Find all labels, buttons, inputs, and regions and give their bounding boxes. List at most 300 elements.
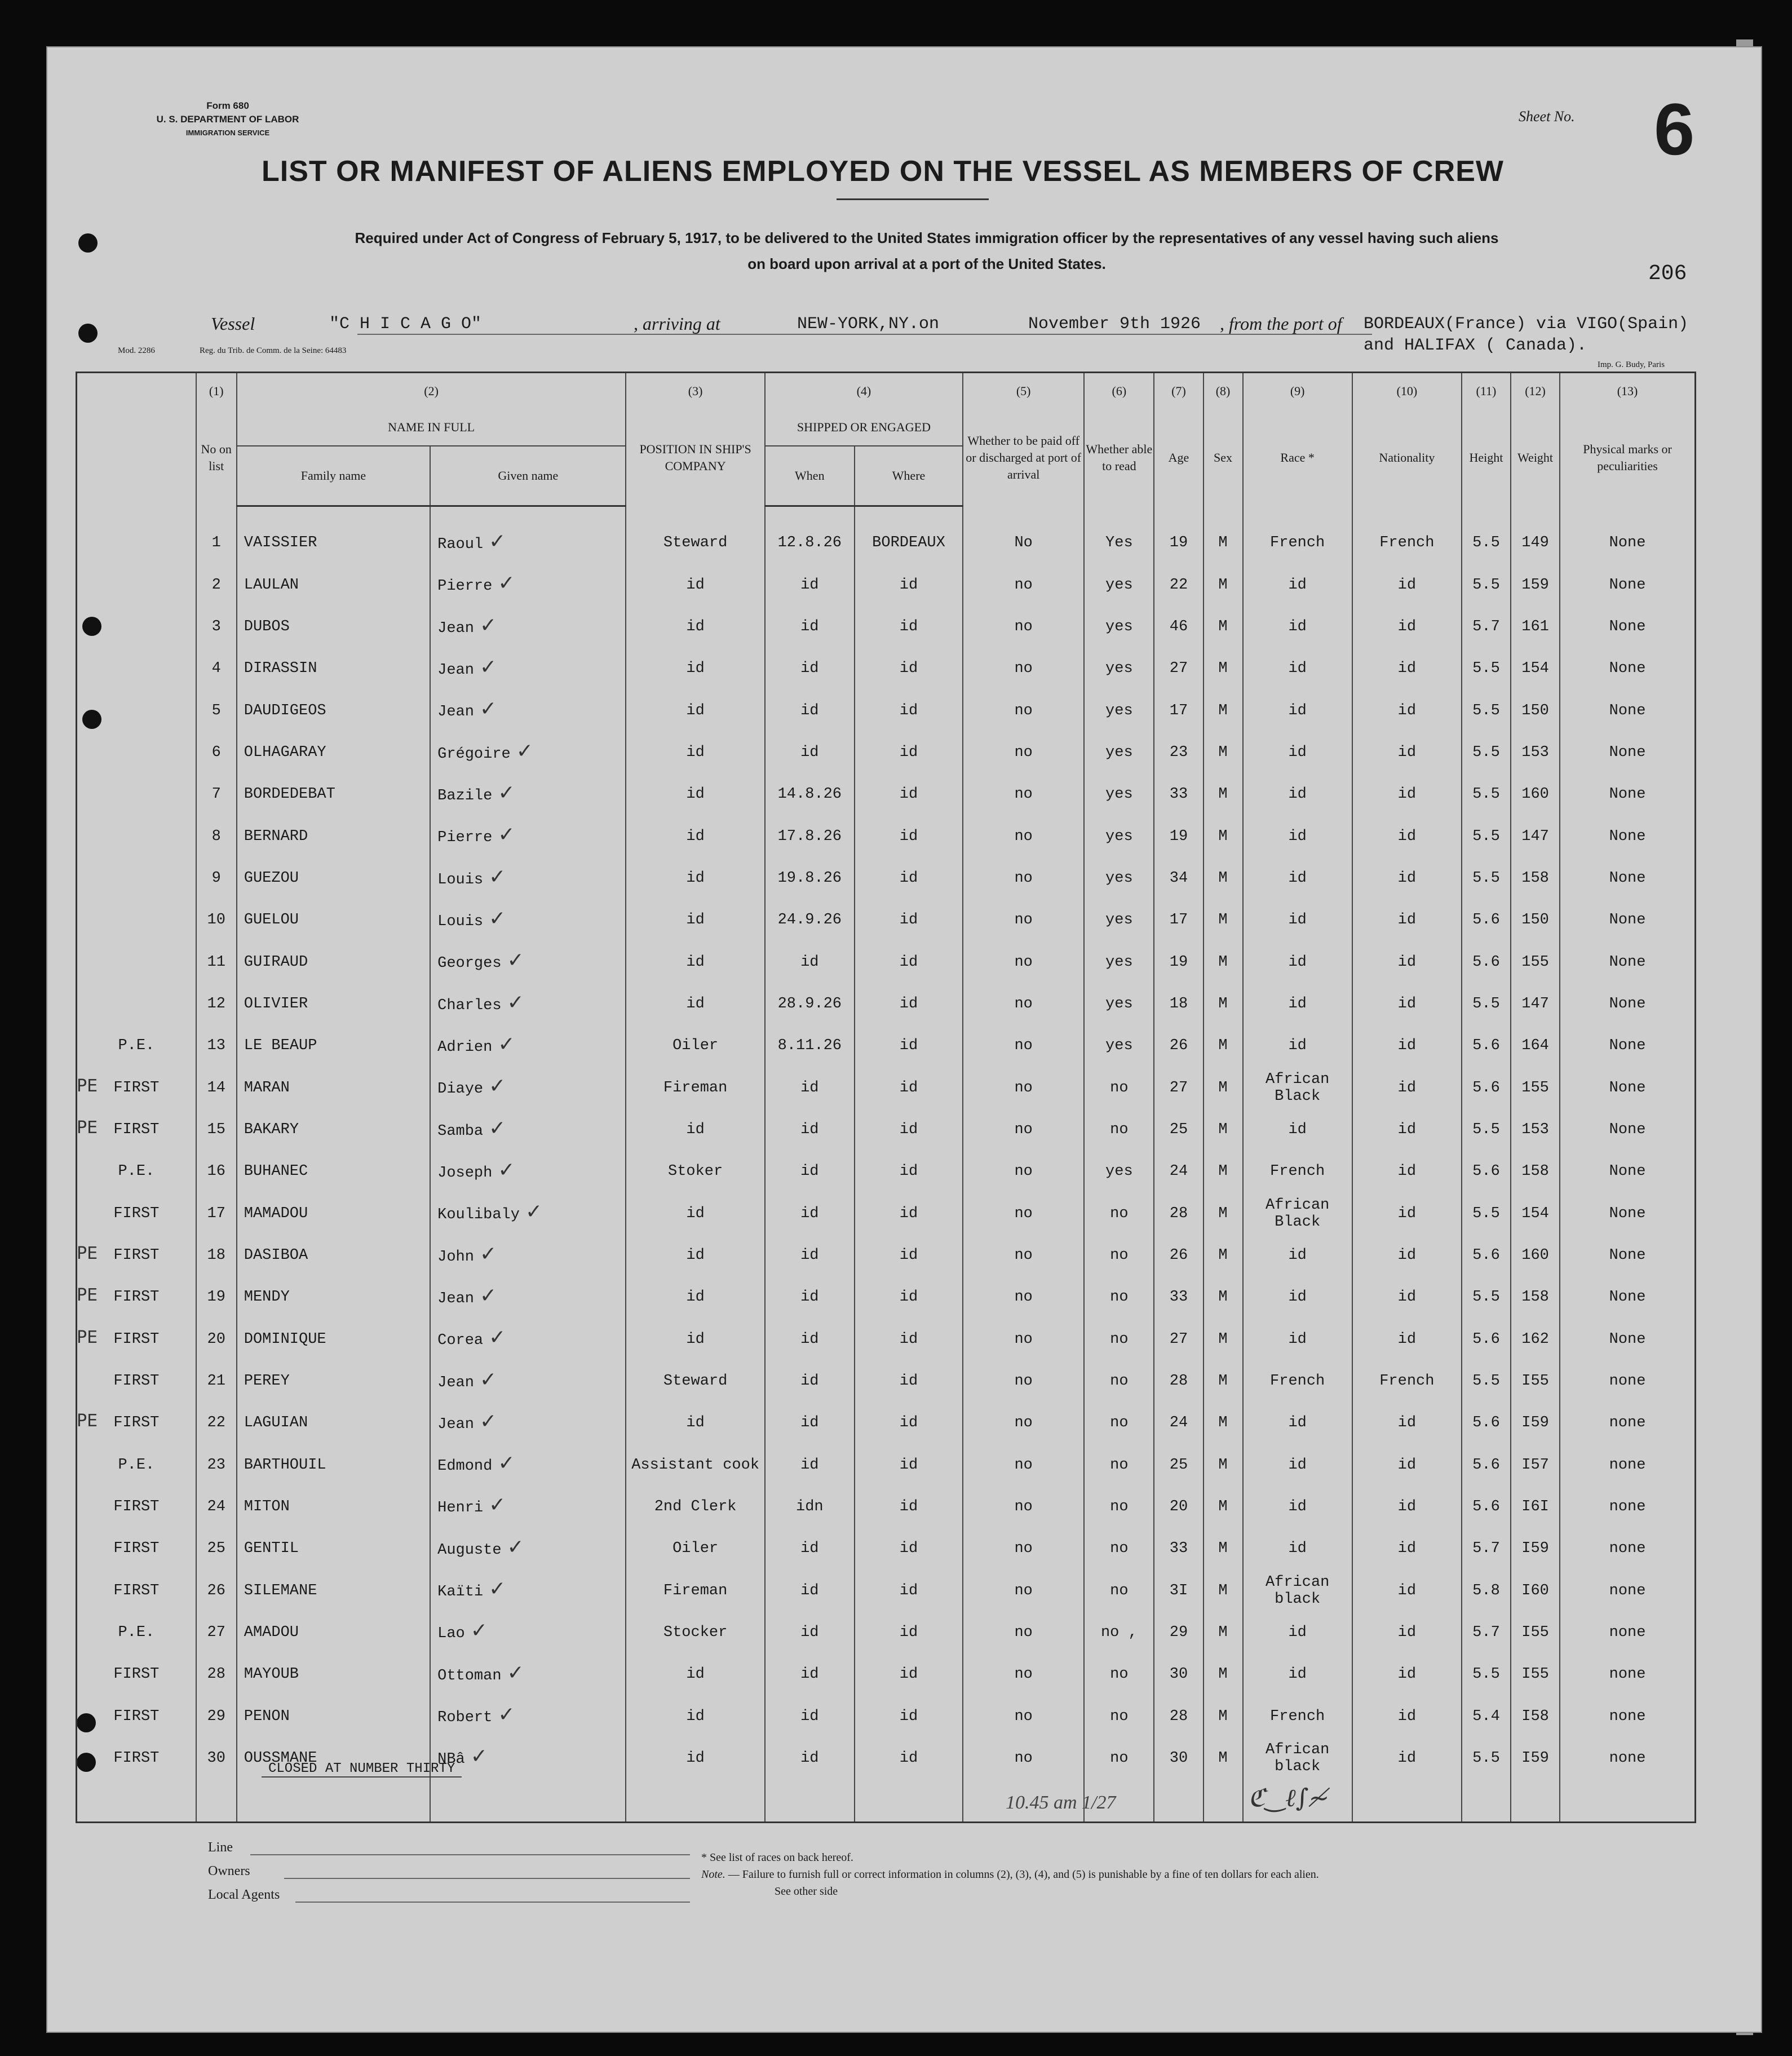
- row-age-text: 27: [1169, 660, 1188, 678]
- row-age: [1154, 1612, 1203, 1653]
- row-read-text: no: [1110, 1414, 1129, 1432]
- row-age: [1154, 1402, 1203, 1444]
- row-paid-off: [963, 983, 1084, 1025]
- row-when: [765, 1737, 855, 1779]
- row-height-text: 5.6: [1472, 953, 1500, 971]
- row-margin-note: [77, 773, 196, 815]
- row-position: [626, 1109, 764, 1151]
- row-read: [1084, 899, 1154, 941]
- closing-note: CLOSED AT NUMBER THIRTY: [262, 1761, 462, 1778]
- row-position: [626, 1067, 764, 1109]
- row-nationality: [1352, 1486, 1462, 1528]
- row-height: [1462, 899, 1511, 941]
- row-height-text: 5.6: [1472, 1414, 1500, 1432]
- races-note: * See list of races on back hereof.: [701, 1851, 853, 1864]
- row-height: [1462, 941, 1511, 983]
- row-paid-off-text: no: [1014, 1708, 1033, 1725]
- row-number: [196, 983, 237, 1025]
- col-num-12: (12): [1511, 373, 1560, 410]
- row-when: [765, 941, 855, 983]
- row-marks-text: None: [1609, 618, 1646, 636]
- row-given-name: [430, 1109, 626, 1151]
- row-race-text: French: [1270, 1373, 1325, 1390]
- row-given-name: [430, 773, 626, 815]
- row-paid-off-text: no: [1014, 1247, 1033, 1264]
- row-race: [1243, 690, 1352, 732]
- row-given-name: [430, 1235, 626, 1276]
- row-race-text: id: [1288, 576, 1307, 594]
- row-read: [1084, 1109, 1154, 1151]
- registry-number: Reg. du Trib. de Comm. de la Seine: 64483: [200, 346, 347, 355]
- row-nationality-text: id: [1397, 1330, 1417, 1348]
- row-height-text: 5.6: [1472, 1456, 1500, 1474]
- row-margin-note-text: FIRST: [113, 1582, 160, 1599]
- row-paid-off: [963, 1276, 1084, 1318]
- row-sex: [1203, 606, 1243, 648]
- row-margin-note-text: FIRST: [113, 1079, 160, 1096]
- row-number-text: 18: [207, 1247, 225, 1264]
- row-sex-text: M: [1218, 576, 1228, 594]
- row-position-text: id: [686, 828, 705, 845]
- row-family-name-text: OUSSMANE: [244, 1749, 317, 1767]
- row-given-name: [430, 522, 626, 564]
- row-weight: [1511, 648, 1560, 689]
- row-weight-text: 149: [1521, 534, 1549, 552]
- row-height: [1462, 732, 1511, 773]
- row-margin-note: [77, 1612, 196, 1653]
- row-weight-text: 158: [1521, 870, 1549, 887]
- row-family-name: [237, 1360, 430, 1402]
- row-weight: [1511, 1528, 1560, 1569]
- row-age: [1154, 690, 1203, 732]
- row-height: [1462, 1486, 1511, 1528]
- row-position: [626, 1444, 764, 1486]
- table-row: [77, 1402, 1696, 1444]
- row-weight-text: 155: [1521, 1079, 1549, 1096]
- row-position-text: Assistant cook: [631, 1456, 760, 1474]
- table-row: [77, 1360, 1696, 1402]
- col-family-name: Family name: [237, 446, 430, 506]
- row-family-name: [237, 606, 430, 648]
- row-paid-off-text: no: [1014, 1666, 1033, 1683]
- col-num-2: (2): [237, 373, 626, 410]
- checkmark-icon: ✓: [507, 1661, 524, 1684]
- row-marks: [1560, 732, 1695, 773]
- row-position: [626, 1486, 764, 1528]
- margin-pe-note: PE: [77, 1243, 98, 1263]
- row-age-text: 28: [1169, 1373, 1188, 1390]
- row-nationality: [1352, 522, 1462, 564]
- row-marks: [1560, 648, 1695, 689]
- row-nationality-text: id: [1397, 996, 1417, 1013]
- row-paid-off: [963, 857, 1084, 899]
- row-nationality: [1352, 1319, 1462, 1360]
- row-position-text: id: [686, 744, 705, 762]
- row-given-name: [430, 1067, 626, 1109]
- line-label: Line: [208, 1840, 233, 1855]
- row-height-text: 5.5: [1472, 996, 1500, 1013]
- row-margin-note-text: FIRST: [113, 1666, 160, 1683]
- row-position: [626, 564, 764, 606]
- row-race-text: id: [1288, 1666, 1307, 1683]
- row-paid-off-text: no: [1014, 870, 1033, 887]
- row-race-text: French: [1270, 534, 1325, 552]
- row-family-name-text: GENTIL: [244, 1540, 299, 1558]
- row-margin-note: [77, 732, 196, 773]
- row-margin-note-text: FIRST: [113, 1498, 160, 1515]
- owners-label: Owners: [208, 1864, 250, 1878]
- row-age-text: 18: [1169, 996, 1188, 1013]
- row-weight-text: 161: [1521, 618, 1549, 636]
- row-given-name: [430, 1653, 626, 1695]
- row-position-text: id: [686, 786, 705, 803]
- row-height: [1462, 1444, 1511, 1486]
- row-when-text: id: [800, 1330, 819, 1348]
- checkmark-icon: ✓: [498, 1032, 515, 1056]
- row-height: [1462, 1402, 1511, 1444]
- row-paid-off-text: no: [1014, 1373, 1033, 1390]
- row-age-text: 19: [1169, 534, 1188, 552]
- row-margin-note: [77, 1360, 196, 1402]
- table-row: [77, 1025, 1696, 1067]
- margin-pe-note: PE: [77, 1285, 98, 1306]
- row-marks-text: None: [1609, 1163, 1646, 1180]
- row-marks: [1560, 983, 1695, 1025]
- row-number: [196, 1025, 237, 1067]
- row-nationality-text: id: [1397, 1582, 1417, 1599]
- row-height-text: 5.5: [1472, 744, 1500, 762]
- row-race-text: id: [1288, 828, 1307, 845]
- row-nationality-text: id: [1397, 1414, 1417, 1432]
- row-marks-text: None: [1609, 1037, 1646, 1055]
- row-sex-text: M: [1218, 1121, 1228, 1139]
- row-position-text: Steward: [663, 534, 728, 552]
- row-age: [1154, 899, 1203, 941]
- row-paid-off: [963, 773, 1084, 815]
- row-read-text: no: [1110, 1079, 1129, 1096]
- row-when-text: id: [800, 953, 819, 971]
- row-paid-off: [963, 1402, 1084, 1444]
- row-weight: [1511, 816, 1560, 857]
- row-given-name-text: NBâ: [437, 1751, 465, 1768]
- row-height-text: 5.5: [1472, 1749, 1500, 1767]
- row-paid-off-text: no: [1014, 828, 1033, 845]
- row-read: [1084, 1025, 1154, 1067]
- printer-credit: Imp. G. Budy, Paris: [1598, 360, 1665, 369]
- row-race-text: id: [1288, 870, 1307, 887]
- row-read: [1084, 1653, 1154, 1695]
- row-weight: [1511, 857, 1560, 899]
- arrival-date: November 9th 1926: [1028, 315, 1201, 334]
- row-number: [196, 773, 237, 815]
- row-race: [1243, 816, 1352, 857]
- row-paid-off: [963, 732, 1084, 773]
- col-position: POSITION IN SHIP'S COMPANY: [626, 409, 764, 506]
- row-family-name-text: DUBOS: [244, 618, 290, 636]
- subtitle-line2: on board upon arrival at a port of the United States.: [747, 255, 1106, 272]
- row-nationality-text: id: [1397, 1247, 1417, 1264]
- row-when: [765, 1402, 855, 1444]
- row-race-text: id: [1288, 1456, 1307, 1474]
- col-num-9: (9): [1243, 373, 1352, 410]
- row-margin-note-text: FIRST: [113, 1414, 160, 1432]
- row-margin-note-text: FIRST: [113, 1540, 160, 1558]
- row-when-text: id: [800, 1247, 819, 1264]
- row-race: [1243, 522, 1352, 564]
- row-nationality: [1352, 564, 1462, 606]
- row-height-text: 5.6: [1472, 1247, 1500, 1264]
- row-where-text: id: [899, 1289, 918, 1306]
- row-number-text: 26: [207, 1582, 225, 1599]
- row-read: [1084, 1067, 1154, 1109]
- row-given-name: [430, 1569, 626, 1611]
- row-height-text: 5.5: [1472, 702, 1500, 719]
- service-name: IMMIGRATION SERVICE: [185, 129, 270, 137]
- local-agents-label: Local Agents: [208, 1887, 280, 1902]
- row-marks-text: None: [1609, 786, 1646, 803]
- row-sex: [1203, 1360, 1243, 1402]
- row-given-name-text: Robert: [437, 1709, 493, 1727]
- row-age-text: 26: [1169, 1037, 1188, 1055]
- row-where-text: id: [899, 744, 918, 762]
- row-sex-text: M: [1218, 1163, 1228, 1180]
- row-height-text: 5.5: [1472, 660, 1500, 678]
- row-sex: [1203, 690, 1243, 732]
- row-position: [626, 983, 764, 1025]
- row-sex-text: M: [1218, 953, 1228, 971]
- row-read: [1084, 1569, 1154, 1611]
- row-sex-text: M: [1218, 786, 1228, 803]
- row-read: [1084, 857, 1154, 899]
- row-weight-text: I55: [1521, 1624, 1549, 1641]
- row-paid-off: [963, 690, 1084, 732]
- row-read-text: no: [1110, 1330, 1129, 1348]
- row-paid-off-text: no: [1014, 1289, 1033, 1306]
- row-where: [855, 1025, 963, 1067]
- row-position-text: id: [686, 1205, 705, 1222]
- row-weight: [1511, 1193, 1560, 1235]
- row-sex-text: M: [1218, 1540, 1228, 1558]
- row-where-text: id: [899, 660, 918, 678]
- row-margin-note-text: FIRST: [113, 1289, 160, 1306]
- row-number-text: 25: [207, 1540, 225, 1558]
- row-paid-off: [963, 1025, 1084, 1067]
- row-where-text: id: [899, 1163, 918, 1180]
- row-weight: [1511, 522, 1560, 564]
- row-read-text: yes: [1105, 618, 1133, 636]
- row-when: [765, 1528, 855, 1569]
- row-position-text: id: [686, 1121, 705, 1139]
- margin-pe-note: PE: [77, 1076, 98, 1096]
- row-family-name-text: OLIVIER: [244, 996, 308, 1013]
- row-age-text: 3I: [1169, 1582, 1188, 1599]
- row-position: [626, 816, 764, 857]
- row-read: [1084, 1276, 1154, 1318]
- row-position-text: id: [686, 1749, 705, 1767]
- row-number: [196, 606, 237, 648]
- row-age: [1154, 522, 1203, 564]
- row-when-text: 28.9.26: [777, 996, 842, 1013]
- row-weight-text: 164: [1521, 1037, 1549, 1055]
- table-row: [77, 983, 1696, 1025]
- row-age-text: 24: [1169, 1414, 1188, 1432]
- row-number-text: 6: [211, 744, 221, 762]
- row-where: [855, 1276, 963, 1318]
- row-nationality-text: id: [1397, 1079, 1417, 1096]
- row-given-name-text: Corea: [437, 1332, 484, 1350]
- row-race-text: id: [1288, 618, 1307, 636]
- col-sex: Sex: [1203, 409, 1243, 506]
- row-number: [196, 1319, 237, 1360]
- checkmark-icon: ✓: [498, 781, 515, 804]
- row-given-name-text: Jean: [437, 620, 474, 637]
- row-sex-text: M: [1218, 534, 1228, 552]
- row-where: [855, 1109, 963, 1151]
- row-race-text: French: [1270, 1708, 1325, 1725]
- row-marks-text: None: [1609, 702, 1646, 719]
- row-height: [1462, 1653, 1511, 1695]
- row-height-text: 5.6: [1472, 1079, 1500, 1096]
- row-read-text: no: [1110, 1582, 1129, 1599]
- row-sex-text: M: [1218, 1749, 1228, 1767]
- row-nationality: [1352, 773, 1462, 815]
- row-height-text: 5.5: [1472, 1666, 1500, 1683]
- row-age: [1154, 1737, 1203, 1779]
- row-height: [1462, 1235, 1511, 1276]
- row-weight: [1511, 899, 1560, 941]
- row-number: [196, 732, 237, 773]
- margin-pe-note: PE: [77, 1411, 98, 1431]
- row-read-text: no: [1110, 1456, 1129, 1474]
- row-where: [855, 1151, 963, 1192]
- row-weight: [1511, 1444, 1560, 1486]
- row-paid-off-text: no: [1014, 996, 1033, 1013]
- row-paid-off-text: no: [1014, 1121, 1033, 1139]
- checkmark-icon: ✓: [498, 1158, 515, 1182]
- row-where: [855, 1193, 963, 1235]
- row-marks: [1560, 1653, 1695, 1695]
- row-race: [1243, 1109, 1352, 1151]
- row-nationality: [1352, 1276, 1462, 1318]
- row-position: [626, 1025, 764, 1067]
- col-num-1: (1): [196, 373, 237, 410]
- row-age: [1154, 1067, 1203, 1109]
- row-sex-text: M: [1218, 1414, 1228, 1432]
- crew-manifest-table: [76, 372, 1696, 1823]
- row-given-name: [430, 857, 626, 899]
- row-paid-off-text: no: [1014, 1624, 1033, 1641]
- row-age-text: 34: [1169, 870, 1188, 887]
- mod-number: Mod. 2286: [118, 346, 155, 355]
- row-when-text: id: [800, 1205, 819, 1222]
- row-weight: [1511, 606, 1560, 648]
- row-weight-text: 159: [1521, 576, 1549, 594]
- row-weight-text: 160: [1521, 1247, 1549, 1264]
- row-marks: [1560, 1067, 1695, 1109]
- row-family-name-text: PENON: [244, 1708, 290, 1725]
- row-weight: [1511, 983, 1560, 1025]
- row-weight: [1511, 1402, 1560, 1444]
- row-read-text: yes: [1105, 1163, 1133, 1180]
- row-where: [855, 816, 963, 857]
- origin-port-2: and HALIFAX ( Canada).: [1364, 336, 1587, 355]
- row-when: [765, 1276, 855, 1318]
- row-where: [855, 1569, 963, 1611]
- row-given-name-text: Pierre: [437, 829, 493, 847]
- row-read-text: yes: [1105, 660, 1133, 678]
- row-read-text: no: [1110, 1289, 1129, 1306]
- row-given-name: [430, 1276, 626, 1318]
- row-paid-off: [963, 1151, 1084, 1192]
- row-paid-off: [963, 1109, 1084, 1151]
- col-age: Age: [1154, 409, 1203, 506]
- row-where-text: id: [899, 618, 918, 636]
- row-when: [765, 899, 855, 941]
- row-paid-off: [963, 941, 1084, 983]
- row-margin-note-text: P.E.: [118, 1456, 155, 1474]
- row-height-text: 5.5: [1472, 828, 1500, 845]
- row-sex: [1203, 1193, 1243, 1235]
- row-marks-text: None: [1609, 744, 1646, 762]
- row-height-text: 5.5: [1472, 576, 1500, 594]
- row-weight: [1511, 1653, 1560, 1695]
- row-given-name: [430, 941, 626, 983]
- row-weight-text: 154: [1521, 1205, 1549, 1222]
- col-num-7: (7): [1154, 373, 1203, 410]
- row-race: [1243, 1695, 1352, 1737]
- row-race: [1243, 1486, 1352, 1528]
- row-number-text: 7: [211, 786, 221, 803]
- row-sex-text: M: [1218, 1373, 1228, 1390]
- row-race-text: French: [1270, 1163, 1325, 1180]
- row-age-text: 25: [1169, 1121, 1188, 1139]
- row-number-text: 5: [211, 702, 221, 719]
- row-family-name-text: OLHAGARAY: [244, 744, 326, 762]
- row-position: [626, 606, 764, 648]
- row-marks-text: none: [1609, 1749, 1646, 1767]
- row-position: [626, 899, 764, 941]
- row-margin-note: [77, 1151, 196, 1192]
- row-when-text: 14.8.26: [777, 786, 842, 803]
- row-family-name: [237, 732, 430, 773]
- row-given-name-text: Auguste: [437, 1541, 502, 1559]
- row-where: [855, 732, 963, 773]
- row-age: [1154, 1193, 1203, 1235]
- row-when-text: id: [800, 702, 819, 719]
- row-marks-text: None: [1609, 996, 1646, 1013]
- row-sex-text: M: [1218, 1247, 1228, 1264]
- row-age-text: 26: [1169, 1247, 1188, 1264]
- row-marks: [1560, 1151, 1695, 1192]
- row-marks: [1560, 606, 1695, 648]
- row-position-text: Oiler: [672, 1540, 719, 1558]
- row-race-text: id: [1288, 1247, 1307, 1264]
- row-nationality: [1352, 1235, 1462, 1276]
- row-marks-text: none: [1609, 1373, 1646, 1390]
- col-race: Race *: [1243, 409, 1352, 506]
- row-age-text: 28: [1169, 1708, 1188, 1725]
- row-margin-note-text: FIRST: [113, 1121, 160, 1139]
- row-nationality-text: id: [1397, 744, 1417, 762]
- row-number: [196, 816, 237, 857]
- manifest-body: [77, 506, 1696, 1823]
- row-position-text: id: [686, 953, 705, 971]
- row-position: [626, 1319, 764, 1360]
- col-num-10: (10): [1352, 373, 1462, 410]
- row-family-name: [237, 564, 430, 606]
- row-where: [855, 899, 963, 941]
- row-weight-text: I60: [1521, 1582, 1549, 1599]
